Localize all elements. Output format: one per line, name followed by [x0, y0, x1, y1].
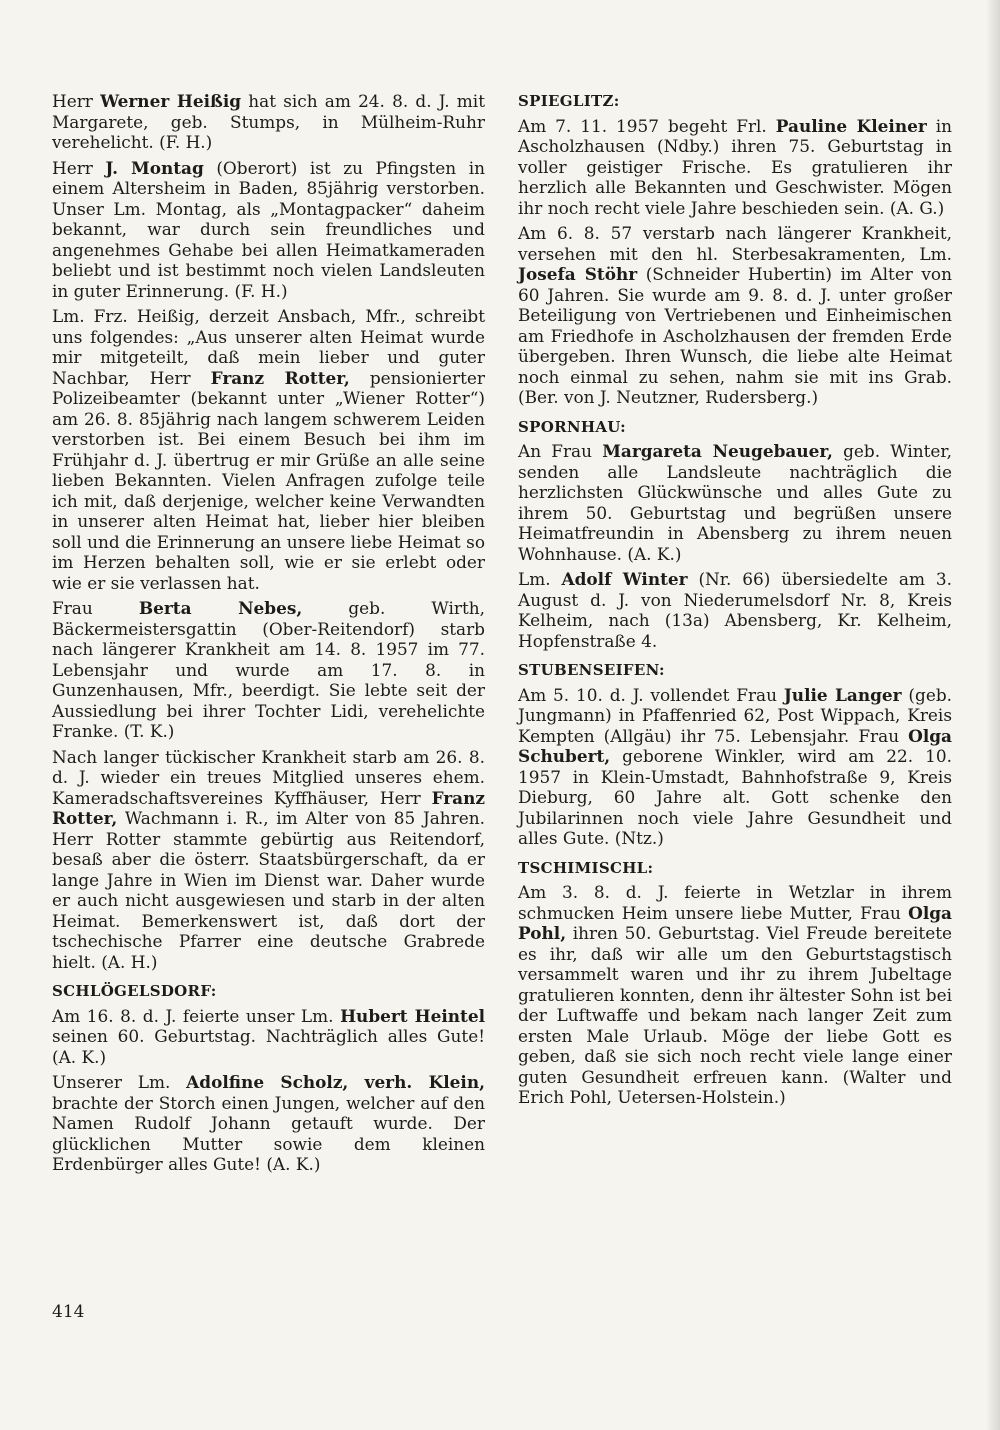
page-number: 414: [52, 1302, 85, 1322]
section-heading: STUBENSEIFEN:: [518, 661, 665, 679]
text-run: geb. Wirth, Bäckermeistersgattin (Ober-Reitendorf) starb nach längerer Krankheit am 14. 8. 1957 im 77. Lebensjahr und wurde am 17. 8. in Gunzenhausen, Mfr., beerdigt. Sie lebte seit der Aussiedlung bei ihrer Tochter Lidi, verehelichte Franke. (T. K.): [52, 598, 485, 741]
bold-name: Adolfine Scholz, verh. Klein,: [186, 1072, 485, 1092]
text-run: Am 7. 11. 1957 begeht Frl.: [518, 115, 776, 136]
text-run: geborene Winkler, wird am 22. 10. 1957 in Klein-Umstadt, Bahnhofstraße 9, Kreis Dieburg, 60 Jahre alt. Gott schenke den Jubilarinnen noch viele Jahre Gesundheit und alles Gute. (Ntz.): [518, 746, 952, 848]
left-column: [52, 91, 485, 1180]
text-run: Unserer Lm.: [52, 1072, 187, 1092]
text-run: Nach langer tückischer Krankheit starb am 26. 8. d. J. wieder ein treues Mitglied unseres ehem. Kameradschaftsvereines Kyffhäuser, Herr: [52, 746, 485, 808]
text-run: Am 3. 8. d. J. feierte in Wetzlar in ihrem schmucken Heim unsere liebe Mutter, Frau: [518, 882, 952, 923]
text-run: Am 16. 8. d. J. feierte unser Lm.: [52, 1005, 341, 1026]
article-paragraph: [52, 747, 485, 973]
section-heading: TSCHIMISCHL:: [518, 858, 654, 877]
text-run: Am 5. 10. d. J. vollendet Frau: [518, 684, 784, 705]
article-paragraph: [52, 158, 485, 302]
bold-name: Franz Rotter,: [52, 787, 485, 828]
text-run: pensionierter Polizeibeamter (bekannt unter „Wiener Rotter“) am 26. 8. 85jährig nach langem schwerem Leiden verstorben ist. Bei einem Besuch bei ihm im Frühjahr d. J. übertrug er mir Grüße an alle seine lieben Bekannten. Vielen Anfragen zufolge teile ich mit, daß derjenige, welcher keine Verwandten in unserer alten Heimat hat, lieber hier bleiben soll und die Erinnerung an unsere liebe Heimat so im Herzen behalten soll, wie er sie erlebt oder wie er sie verlassen hat.: [52, 367, 485, 593]
article-paragraph: [52, 306, 485, 593]
text-run: Herr: [52, 91, 101, 111]
bold-name: Hubert Heintel: [340, 1005, 485, 1026]
text-run: Lm.: [518, 569, 562, 589]
bold-name: Berta Nebes,: [138, 598, 303, 618]
text-run: in Ascholzhausen (Ndby.) ihren 75. Geburtstag in voller geistiger Frische. Es gratulieren ihr herzlich alle Bekannten und Geschwister. Mögen ihr noch recht viele Jahre beschieden sein. (A. G.): [518, 115, 952, 218]
article-paragraph: [518, 569, 952, 651]
section-heading: SPIEGLITZ:: [518, 92, 620, 110]
bold-name: Franz Rotter,: [210, 367, 350, 388]
bold-name: Margareta Neugebauer,: [602, 441, 833, 461]
bold-name: Josefa Stöhr: [518, 264, 638, 284]
text-run: geb. Winter, senden alle Landsleute nachträglich die herzlichsten Glückwünsche und alles Gute zu ihrem 50. Geburtstag und begrüßen unsere Heimatfreundin in Abensberg zu ihrem neuen Wohnhause. (A. K.): [518, 441, 952, 564]
text-run: seinen 60. Geburtstag. Nachträglich alles Gute! (A. K.): [52, 1026, 485, 1067]
text-run: (Schneider Hubertin) im Alter von 60 Jahren. Sie wurde am 9. 8. d. J. unter großer Beteiligung von Vertriebenen und Einheimischen am Friedhofe in Ascholzhausen der fremden Erde übergeben. Ihren Wunsch, die liebe alte Heimat noch einmal zu sehen, nahm sie mit ins Grab. (Ber. von J. Neutzner, Rudersberg.): [518, 264, 952, 407]
text-run: Wachmann i. R., im Alter von 85 Jahren. Herr Rotter stammte gebürtig aus Reitendorf, besaß aber die österr. Staatsbürgerschaft, da er lange Jahre in Wien im Dienst war. Daher wurde er auch nicht ausgewiesen und starb in der alten Heimat. Bemerkenswert ist, daß dort der tschechische Pfarrer eine deutsche Grabrede hielt. (A. H.): [52, 808, 485, 972]
article-paragraph: [518, 223, 952, 408]
text-run: ihren 50. Geburtstag. Viel Freude bereitete es ihr, daß wir alle um den Geburtstagstisch versammelt waren und ihr zu ihrem Jubeltage gratulieren konnten, denn ihr ältester Sohn ist bei der Luftwaffe und bekam nach langer Zeit zum ersten Male Urlaub. Möge der liebe Gott es geben, daß sie sich noch recht viele lange einer guten Gesundheit erfreuen kann. (Walter und Erich Pohl, Uetersen-Holstein.): [518, 923, 952, 1107]
text-run: Herr: [52, 157, 106, 178]
bold-name: Olga Pohl,: [518, 902, 952, 943]
text-run: Frau: [52, 598, 139, 618]
bold-name: J. Montag: [105, 157, 204, 178]
article-paragraph: [52, 1072, 485, 1175]
article-paragraph: [52, 91, 485, 153]
bold-name: Olga Schubert,: [518, 725, 952, 766]
section-heading: SCHLÖGELSDORF:: [52, 982, 217, 1000]
bold-name: Adolf Winter: [561, 569, 688, 589]
article-paragraph: [518, 685, 952, 849]
text-run: (Nr. 66) übersiedelte am 3. August d. J. von Niederumelsdorf Nr. 8, Kreis Kelheim, nach (13a) Abensberg, Kr. Kelheim, Hopfenstraße 4.: [518, 569, 953, 651]
text-run: Lm. Frz. Heißig, derzeit Ansbach, Mfr., schreibt uns folgendes: „Aus unserer alten Heimat wurde mir mitgeteilt, daß mein lieber und guter Nachbar, Herr: [52, 306, 485, 388]
text-run: hat sich am 24. 8. d. J. mit Margarete, geb. Stumps, in Mülheim-Ruhr verehelicht. (F. H.): [52, 91, 485, 152]
bold-name: Werner Heißig: [100, 91, 242, 111]
section-heading: SPORNHAU:: [518, 417, 626, 436]
article-paragraph: [518, 116, 952, 219]
text-run: (Oberort) ist zu Pfingsten in einem Altersheim in Baden, 85jährig verstorben. Unser Lm. Montag, als „Montagpacker“ daheim bekannt, war durch sein freundliches und angenehmes Gehabe bei allen Heimatkameraden beliebt und ist bestimmt noch vielen Landsleuten in guter Erinnerung. (F. H.): [52, 157, 485, 301]
article-paragraph: [52, 598, 485, 742]
text-run: (geb. Jungmann) in Pfaffenried 62, Post Wippach, Kreis Kempten (Allgäu) ihr 75. Lebensjahr. Frau: [518, 684, 952, 746]
bold-name: Pauline Kleiner: [775, 115, 927, 136]
article-paragraph: [518, 882, 952, 1108]
bold-name: Julie Langer: [783, 684, 902, 705]
page-edge-shadow: [986, 0, 1000, 1430]
article-paragraph: [518, 441, 952, 564]
article-paragraph: [52, 1006, 485, 1068]
text-run: An Frau: [518, 441, 603, 461]
text-run: Am 6. 8. 57 verstarb nach längerer Krankheit, versehen mit den hl. Sterbesakramenten, Lm.: [518, 223, 952, 264]
right-column: [518, 91, 952, 1113]
text-run: brachte der Storch einen Jungen, welcher auf den Namen Rudolf Johann getauft wurde. Der glücklichen Mutter sowie dem kleinen Erdenbürger alles Gute! (A. K.): [52, 1092, 485, 1174]
